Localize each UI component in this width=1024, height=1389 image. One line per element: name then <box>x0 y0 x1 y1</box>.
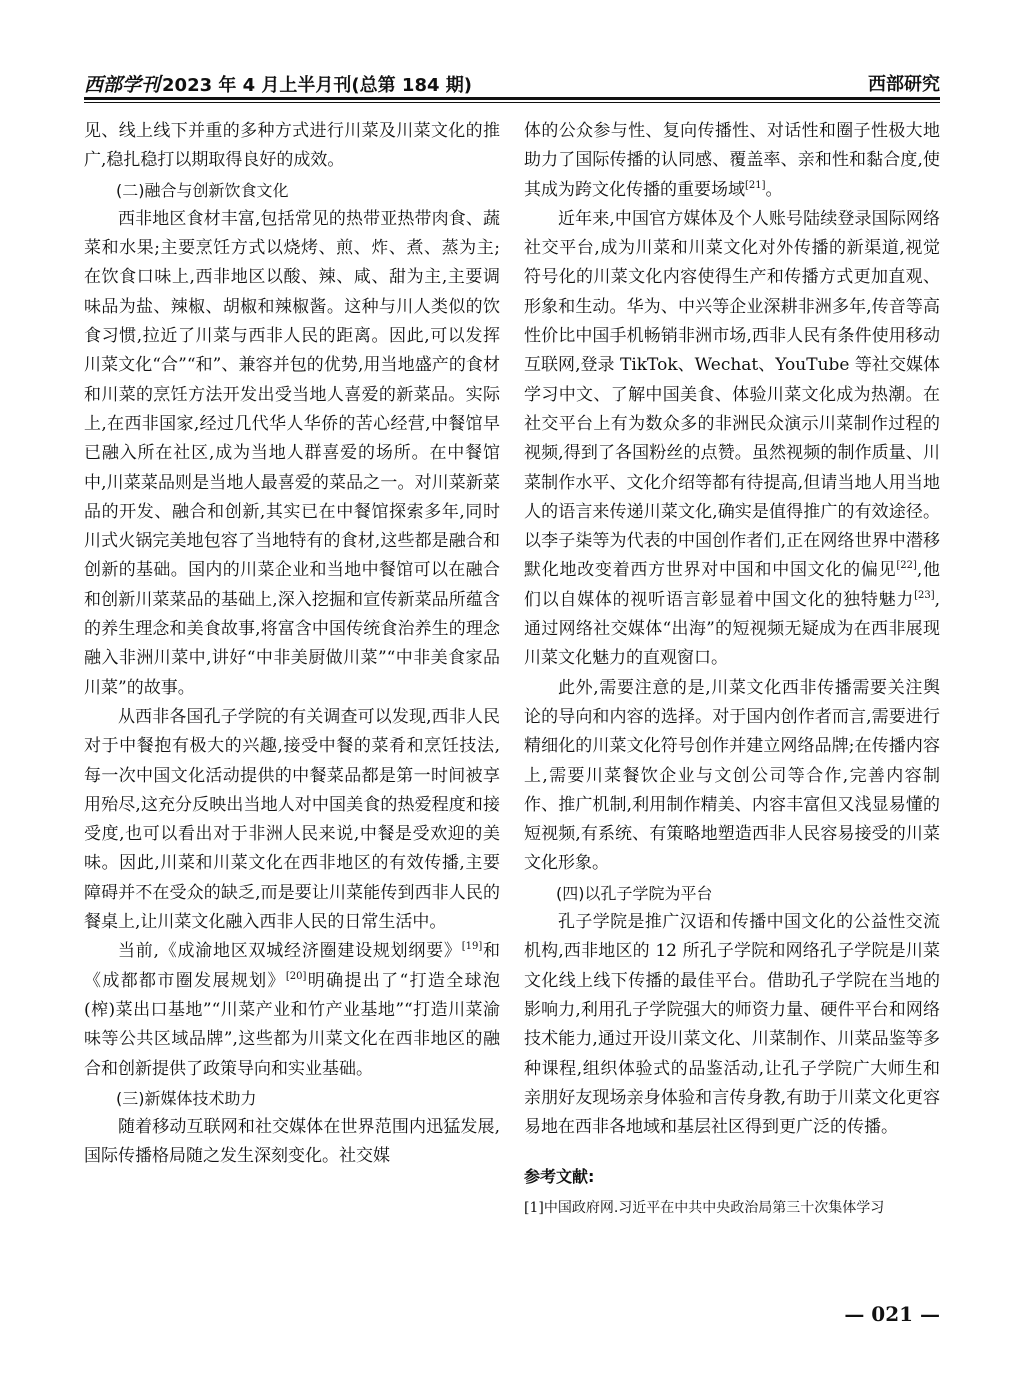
text-run: 。 <box>765 179 783 200</box>
header-rule-thick <box>84 97 940 100</box>
journal-info <box>84 70 472 97</box>
paragraph: 此外,需要注意的是,川菜文化西非传播需要关注舆论的导向和内容的选择。对于国内创作者而言,需要进行精细化的川菜文化符号创作并建立网络品牌;在传播内容上,需要川菜餐饮企业与文创公司等合作,完善内容制作、推广机制,利用制作精美、内容丰富但又浅显易懂的短视频,有系统、有策略地塑造西非人民容易接受的川菜文化形象。 <box>524 677 940 874</box>
text-run: 和《成都都市圈发展规划》 <box>84 941 500 991</box>
paragraph <box>524 117 940 205</box>
journal-logo: 西部学刊 <box>84 74 161 96</box>
reference-item: [1]中国政府网.习近平在中共中央政治局第三十次集体学习 <box>524 1199 885 1216</box>
citation: [23] <box>914 589 935 601</box>
text-run: ,通过网络社交媒体“出海”的短视频无疑成为在西非展现川菜文化魅力的直观窗口。 <box>524 589 940 669</box>
right-column <box>524 117 940 1223</box>
header-rule-thin <box>84 102 940 103</box>
text-run: 体的公众参与性、复向传播性、对话性和圈子性极大地助力了国际传播的认同感、覆盖率、亲和性和黏合度,使其成为跨文化传播的重要场域 <box>524 121 940 200</box>
text-run: 当前,《成渝地区双城经济圈建设规划纲要》 <box>118 941 462 962</box>
text-run: 明确提出了“打造全球泡(榨)菜出口基地”“川菜产业和竹产业基地”“打造川菜渝味等公共区域品牌”,这些都为川菜文化在西非地区的融合和创新提供了政策导向和实业基础。 <box>84 970 500 1079</box>
citation: [19] <box>461 941 483 953</box>
issue-info: 2023 年 4 月上半月刊(总第 184 期) <box>162 75 472 96</box>
paragraph: 见、线上线下并重的多种方式进行川菜及川菜文化的推广,稳扎稳打以期取得良好的成效。 <box>84 121 500 171</box>
left-column <box>84 117 500 1172</box>
paragraph: 西非地区食材丰富,包括常见的热带亚热带肉食、蔬菜和水果;主要烹饪方式以烧烤、煎、炸、煮、蒸为主;在饮食口味上,西非地区以酸、辣、咸、甜为主,主要调味品为盐、辣椒、胡椒和辣椒酱。这种与川人类似的饮食习惯,拉近了川菜与西非人民的距离。因此,可以发挥川菜文化“合”“和”、兼容并包的优势,用当地盛产的食材和川菜的烹饪方法开发出受当地人喜爱的新菜品。实际上,在西非国家,经过几代华人华侨的苦心经营,中餐馆早已融入所在社区,成为当地人群喜爱的场所。在中餐馆中,川菜菜品则是当地人最喜爱的菜品之一。对川菜新菜品的开发、融合和创新,其实已在中餐馆探索多年,同时川式火锅完美地包容了当地特有的食材,这些都是融合和创新的基础。国内的川菜企业和当地中餐馆可以在融合和创新川菜菜品的基础上,深入挖掘和宣传新菜品所蕴含的养生理念和美食故事,将富含中国传统食治养生的理念融入非洲川菜中,讲好“中非美厨做川菜”“中非美食家品川菜”的故事。 <box>84 208 500 698</box>
citation: [22] <box>896 560 917 572</box>
subheading: (二)融合与创新饮食文化 <box>116 180 289 200</box>
paragraph: 随着移动互联网和社交媒体在世界范围内迅猛发展,国际传播格局随之发生深刻变化。社交媒 <box>84 1117 500 1167</box>
references-heading: 参考文献: <box>524 1167 595 1187</box>
citation: [20] <box>285 970 307 982</box>
citation: [21] <box>745 179 766 191</box>
paragraph <box>524 205 940 674</box>
paragraph <box>84 937 500 1083</box>
page-header <box>84 66 940 96</box>
section-title: 西部研究 <box>868 74 940 95</box>
paragraph: 孔子学院是推广汉语和传播中国文化的公益性交流机构,西非地区的 12 所孔子学院和网络孔子学院是川菜文化线上线下传播的最佳平台。借助孔子学院在当地的影响力,利用孔子学院强大的师资力量、硬件平台和网络技术能力,通过开设川菜文化、川菜制作、川菜品鉴等多种课程,组织体验式的品鉴活动,让孔子学院广大师生和亲朋好友现场亲身体验和言传身教,有助于川菜文化更容易地在西非各地域和基层社区得到更广泛的传播。 <box>524 912 940 1138</box>
subheading: (四)以孔子学院为平台 <box>556 883 713 903</box>
text-run: 近年来,中国官方媒体及个人账号陆续登录国际网络社交平台,成为川菜和川菜文化对外传播的新渠道,视觉符号化的川菜文化内容使得生产和传播方式更加直观、形象和生动。华为、中兴等企业深耕非洲多年,传音等高性价比中国手机畅销非洲市场,西非人民有条件使用移动互联网,登录 TikTok、Wechat、YouTube 等社交媒体学习中文、了解中国美食、体验川菜文化成为热潮。在社交平台上有为数众多的非洲民众演示川菜制作过程的视频,得到了各国粉丝的点赞。虽然视频的制作质量、川菜制作水平、文化介绍等都有待提高,但请当地人用当地人的语言来传递川菜文化,确实是值得推广的有效途径。以李子柒等为代表的中国创作者们,正在网络世界中潜移默化地改变着西方世界对中国和中国文化的偏见 <box>524 208 940 581</box>
paragraph: 从西非各国孔子学院的有关调查可以发现,西非人民对于中餐抱有极大的兴趣,接受中餐的菜肴和烹饪技法,每一次中国文化活动提供的中餐菜品都是第一时间被享用殆尽,这充分反映出当地人对中国美食的热爱程度和接受度,也可以看出对于非洲人民来说,中餐是受欢迎的美味。因此,川菜和川菜文化在西非地区的有效传播,主要障碍并不在受众的缺乏,而是要让川菜能传到西非人民的餐桌上,让川菜文化融入西非人民的日常生活中。 <box>84 706 500 933</box>
page-number: — 021 — <box>844 1302 940 1326</box>
text-run: ,他们以自媒体的视听语言彰显着中国文化的独特魅力 <box>524 560 941 610</box>
subheading: (三)新媒体技术助力 <box>116 1088 257 1108</box>
